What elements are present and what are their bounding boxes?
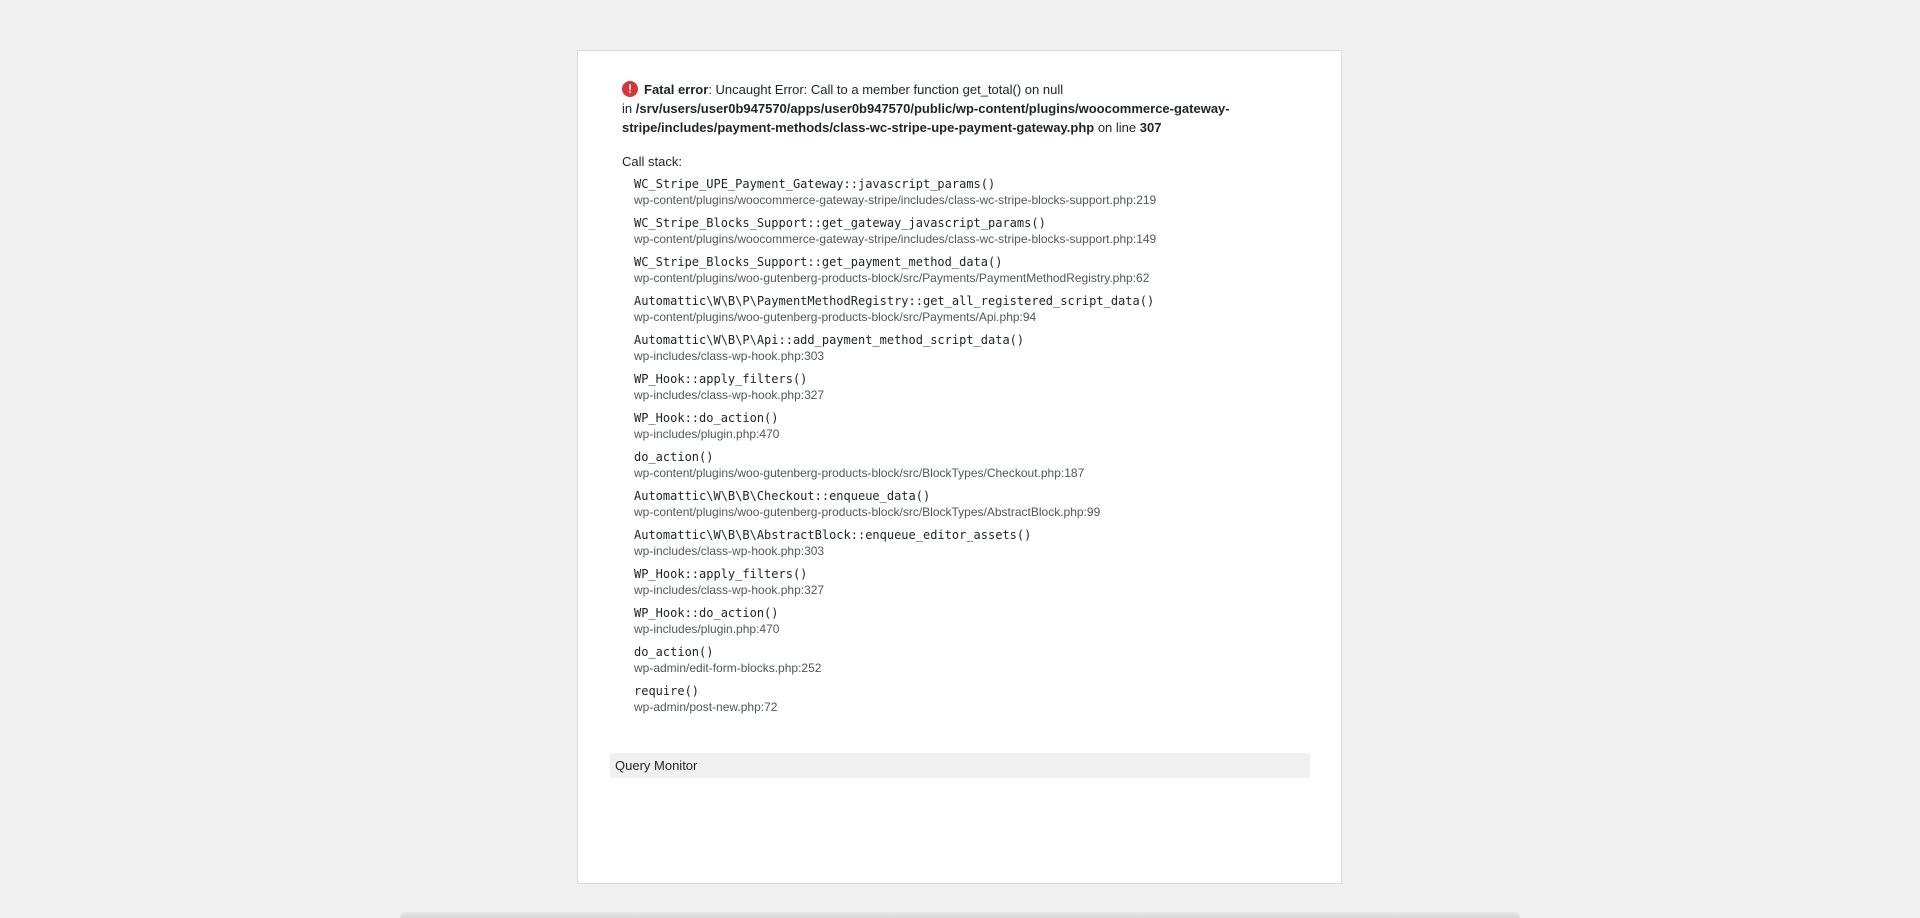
frame-function: WC_Stripe_Blocks_Support::get_gateway_javascript_params() <box>634 216 1046 230</box>
frame-function: require() <box>634 684 700 698</box>
frame-file-location: wp-content/plugins/woo-gutenberg-products-block/src/Payments/PaymentMethodRegistry.php:62 <box>634 271 1150 285</box>
callstack-frame <box>634 177 1262 208</box>
error-label: Fatal error <box>644 82 709 97</box>
frame-function: do_action() <box>634 645 714 659</box>
frame-file-location: wp-content/plugins/woo-gutenberg-products-block/src/BlockTypes/Checkout.php:187 <box>634 466 1085 480</box>
callstack-frame <box>634 216 1262 247</box>
frame-file-location: wp-content/plugins/woocommerce-gateway-stripe/includes/class-wc-stripe-blocks-support.php:149 <box>634 232 1157 246</box>
frame-file-location: wp-includes/class-wp-hook.php:303 <box>634 544 825 558</box>
frame-file-location: wp-includes/class-wp-hook.php:303 <box>634 349 825 363</box>
frame-function: WP_Hook::apply_filters() <box>634 372 808 386</box>
callstack-frame <box>634 684 1262 715</box>
error-message <box>622 80 1262 137</box>
error-line-number: 307 <box>1139 120 1162 135</box>
error-file-path: /srv/users/user0b947570/apps/user0b947570/public/wp-content/plugins/woocommerce-gateway-stripe/includes/payment-methods/class-wc-stripe-upe-payment-gateway.php <box>622 101 1230 135</box>
frame-function: WP_Hook::do_action() <box>634 606 779 620</box>
error-content <box>622 80 1262 723</box>
frame-function: Automattic\W\B\P\PaymentMethodRegistry::get_all_registered_script_data() <box>634 294 1155 308</box>
query-monitor-bar[interactable]: Query Monitor <box>610 753 1310 778</box>
bottom-edge-shadow <box>400 912 1520 918</box>
callstack-list <box>622 177 1262 715</box>
callstack-frame <box>634 645 1262 676</box>
error-circle-icon <box>622 81 638 97</box>
frame-file-location: wp-includes/class-wp-hook.php:327 <box>634 388 825 402</box>
frame-file-location: wp-includes/class-wp-hook.php:327 <box>634 583 825 597</box>
frame-function: WC_Stripe_Blocks_Support::get_payment_method_data() <box>634 255 1003 269</box>
frame-function: WP_Hook::do_action() <box>634 411 779 425</box>
frame-function: Automattic\W\B\B\AbstractBlock::enqueue_editor_assets() <box>634 528 1032 542</box>
callstack-frame <box>634 489 1262 520</box>
callstack-frame <box>634 411 1262 442</box>
error-text: : Uncaught Error: Call to a member function get_total() on null <box>708 82 1064 97</box>
error-in-prefix: in <box>622 101 636 116</box>
frame-function: WP_Hook::apply_filters() <box>634 567 808 581</box>
callstack-frame <box>634 528 1262 559</box>
callstack-frame <box>634 333 1262 364</box>
frame-file-location: wp-admin/edit-form-blocks.php:252 <box>634 661 822 675</box>
fatal-error-panel <box>577 50 1342 884</box>
error-on-line-text: on line <box>1094 120 1140 135</box>
callstack-frame <box>634 294 1262 325</box>
frame-file-location: wp-content/plugins/woo-gutenberg-products-block/src/Payments/Api.php:94 <box>634 310 1037 324</box>
frame-file-location: wp-content/plugins/woo-gutenberg-products-block/src/BlockTypes/AbstractBlock.php:99 <box>634 505 1101 519</box>
frame-function: do_action() <box>634 450 714 464</box>
callstack-frame <box>634 606 1262 637</box>
frame-file-location: wp-admin/post-new.php:72 <box>634 700 778 714</box>
frame-file-location: wp-includes/plugin.php:470 <box>634 622 780 636</box>
frame-function: Automattic\W\B\B\Checkout::enqueue_data() <box>634 489 931 503</box>
callstack-frame <box>634 450 1262 481</box>
frame-file-location: wp-includes/plugin.php:470 <box>634 427 780 441</box>
frame-file-location: wp-content/plugins/woocommerce-gateway-stripe/includes/class-wc-stripe-blocks-support.php:219 <box>634 193 1157 207</box>
callstack-label: Call stack: <box>622 154 682 169</box>
frame-function: Automattic\W\B\P\Api::add_payment_method_script_data() <box>634 333 1025 347</box>
callstack-frame <box>634 255 1262 286</box>
frame-function: WC_Stripe_UPE_Payment_Gateway::javascript_params() <box>634 177 996 191</box>
callstack-frame <box>634 372 1262 403</box>
callstack-frame <box>634 567 1262 598</box>
